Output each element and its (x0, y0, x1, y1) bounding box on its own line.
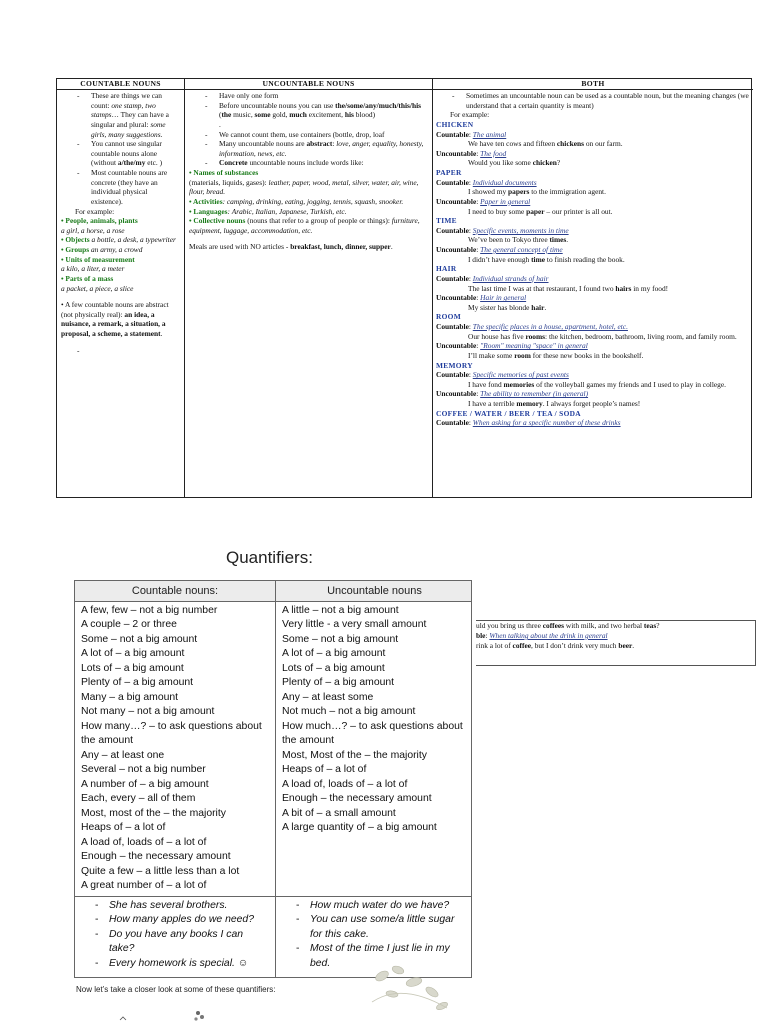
uncountable-nouns-header: Uncountable nouns (327, 585, 422, 597)
quantifier-item: Heaps of – a lot of (282, 764, 367, 775)
drinks-countable: Countable: When asking for a specific number of these drinks (436, 418, 621, 428)
quantifier-item: Any – at least some (282, 691, 374, 703)
quantifier-item: A little – not a big amount (282, 604, 399, 616)
nouns-table (56, 78, 752, 498)
quantifier-item: How much…? – to ask questions about the amount (282, 720, 463, 746)
quantifier-item: Most, most of the – the majority (81, 807, 226, 819)
category-people: • People, animals, plants (61, 216, 138, 226)
uncountable-quantifiers (276, 602, 473, 896)
uncountable-meaning: Uncountable: "Room" meaning "space" in general (436, 341, 588, 351)
both-example-group (436, 216, 750, 264)
both-example-group (436, 312, 750, 360)
word-heading: HAIR (436, 264, 457, 274)
fragment-line: ble: When talking about the drink in general (476, 631, 608, 640)
quantifier-item: A load of, loads of – a lot of (282, 778, 408, 790)
quantifiers-header-row (75, 581, 471, 602)
countable-point: - Most countable nouns are concrete (they have an individual physical existence). (61, 168, 181, 207)
countable-example: We have ten cows and fifteen chickens on our farm. (468, 139, 623, 149)
substances-label: • Names of substances (189, 168, 259, 177)
countable-point: - You cannot use singular countable nouns alone (without a/the/my etc. ) (61, 139, 181, 168)
example-sentence: - How many apples do we need? (81, 913, 271, 928)
quantifier-item: Any – at least one (81, 749, 165, 761)
category-examples: a packet, a piece, a slice (61, 283, 134, 293)
uncountable-example: I’ll make some room for these new books in the bookshelf. (468, 350, 644, 360)
countable-meaning: Countable: Specific memories of past events (436, 370, 569, 380)
word-heading: ROOM (436, 312, 462, 322)
quantifier-item: A lot of – a big amount (282, 648, 386, 659)
quantifier-item: Many – a big amount (81, 691, 179, 703)
quantifier-item: A few, few – not a big number (81, 604, 218, 616)
quantifier-item: A lot of – a big amount (81, 648, 185, 659)
countable-nouns-header: Countable nouns: (75, 581, 276, 601)
trailing-dash: - (77, 345, 80, 355)
quantifier-item: Some – not a big amount (81, 633, 198, 645)
countable-column (57, 79, 185, 497)
drinks-example-fragment (476, 620, 756, 666)
uncountable-point: - We cannot count them, use containers (bottle, drop, loaf (189, 130, 429, 140)
countable-meaning: Countable: Individual strands of hair (436, 273, 549, 283)
countable-point: - These are things we can count: one stamp, two stamps… They can have a singular and plural: some girls, many suggestions. (61, 91, 181, 139)
both-example-group (436, 168, 750, 216)
category-units: • Units of measurement (61, 254, 135, 264)
countable-example: We’ve been to Tokyo three times. (468, 235, 569, 245)
quantifier-item: A bit of – a small amount (282, 807, 396, 819)
quantifier-item: A couple – 2 or three (81, 619, 177, 630)
category-groups: • Groups an army, a crowd (61, 245, 143, 254)
quantifier-item: Each, every – all of them (81, 793, 196, 804)
uncountable-meaning: Uncountable: Paper in general (436, 196, 531, 206)
fragment-line: uld you bring us three coffees with milk, and two herbal teas? (476, 621, 660, 630)
countable-meaning: Countable: The specific places in a house, apartment, hotel, etc. (436, 322, 628, 331)
quantifier-item: Enough – the necessary amount (282, 793, 432, 804)
category-objects: • Objects a bottle, a desk, a typewriter (61, 235, 176, 245)
quantifier-item: How many…? – to ask questions about the amount (81, 720, 262, 746)
countable-examples (75, 897, 276, 978)
example-sentence: - Do you have any books I can take? (81, 928, 271, 957)
countable-meaning: Countable: Individual documents (436, 177, 537, 187)
uncountable-point: - Concrete uncountable nouns include words like: (189, 158, 429, 168)
word-heading: TIME (436, 216, 457, 226)
drinks-heading: COFFEE / WATER / BEER / TEA / SODA (436, 408, 581, 418)
small-leaf-decoration-icon (118, 1008, 218, 1024)
uncountable-meaning: Uncountable: The ability to remember (in general) (436, 389, 589, 399)
quantifiers-title: Quantifiers: (226, 548, 313, 567)
quantifier-item: Not many – not a big amount (81, 706, 215, 717)
uncountable-meaning: Uncountable: Hair in general (436, 293, 527, 303)
quantifier-item: Lots of – a big amount (282, 662, 385, 674)
category-parts: • Parts of a mass (61, 273, 114, 283)
abstract-note: • A few countable nouns are abstract (not physically real): an idea, a nuisance, a remark, a situation, a proposal, a scheme, a statement. (61, 300, 169, 338)
quantifier-item: Heaps of – a lot of (81, 822, 166, 833)
uncountable-point: - Before uncountable nouns you can use the/some/any/much/this/his (the music, some gold, much excitement, his blood) . (189, 101, 429, 130)
countable-header: COUNTABLE NOUNS (57, 79, 184, 90)
quantifier-item: Plenty of – a big amount (282, 677, 395, 688)
uncountable-example: I need to buy some paper – our printer is all out. (468, 206, 613, 216)
uncountable-example: My sister has blonde hair. (468, 302, 547, 312)
collective-text: • Collective nouns (nouns that refer to a group of people or things): furniture, equipment, luggage, accommodation, etc. (189, 216, 420, 235)
countable-example: I showed my papers to the immigration agent. (468, 187, 606, 197)
example-sentence: - How much water do we have? (282, 899, 469, 914)
quantifier-item: Quite a few – a little less than a lot (81, 865, 240, 877)
for-example-label: For example: (450, 110, 490, 120)
quantifier-item: Enough – the necessary amount (81, 851, 231, 862)
both-example-group (436, 264, 750, 312)
substances-text: (materials, liquids, gases): leather, paper, wood, metal, silver, water, air, wine, flour, bread. (189, 177, 419, 197)
uncountable-meaning: Uncountable: The food (436, 148, 507, 158)
leaf-decoration-icon (362, 962, 452, 1012)
both-column (433, 79, 753, 497)
example-sentence: - She has several brothers. (81, 899, 271, 914)
uncountable-column (185, 79, 433, 497)
quantifier-item: A large quantity of – a big amount (282, 822, 437, 833)
both-header: BOTH (433, 79, 753, 90)
uncountable-example: Would you like some chicken? (468, 158, 561, 168)
countable-example: The last time I was at that restaurant, I found two hairs in my food! (468, 283, 669, 293)
for-example-label: For example: (75, 206, 115, 216)
word-heading: MEMORY (436, 360, 473, 370)
fragment-line: rink a lot of coffee, but I don’t drink very much beer. (476, 641, 635, 650)
category-examples: a girl, a horse, a rose (61, 225, 125, 235)
category-examples: a kilo, a liter, a meter (61, 264, 125, 274)
quantifier-item: Some – not a big amount (282, 633, 399, 645)
activities-text: • Activities: camping, drinking, eating, jogging, tennis, squash, snooker. (189, 196, 404, 206)
quantifier-item: Plenty of – a big amount (81, 677, 194, 688)
countable-quantifiers (75, 602, 276, 896)
uncountable-example: I have a terrible memory. I always forget people’s names! (468, 399, 641, 408)
quantifier-item: Very little - a very small amount (282, 619, 427, 630)
quantifier-item: A number of – a big amount (81, 778, 209, 790)
quantifier-item: Several – not a big number (81, 764, 206, 775)
quantifier-item: A load of, loads of – a lot of (81, 836, 207, 848)
countable-meaning: Countable: Specific events, moments in time (436, 225, 569, 235)
uncountable-example: I didn’t have enough time to finish reading the book. (468, 254, 625, 264)
countable-example: Our house has five rooms: the kitchen, bedroom, bathroom, living room, and family room. (468, 331, 737, 341)
quantifier-item: Most, Most of the – the majority (282, 749, 427, 761)
countable-example: I have fond memories of the volleyball games my friends and I used to play in college. (468, 379, 726, 389)
example-sentence: - You can use some/a little sugar for this cake. (282, 913, 469, 942)
uncountable-point: - Many uncountable nouns are abstract: love, anger, equality, honesty, information, news, etc. (189, 139, 429, 158)
uncountable-header: UNCOUNTABLE NOUNS (185, 79, 432, 90)
uncountable-point: - Have only one form (189, 91, 429, 101)
meals-note: Meals are used with NO articles - breakfast, lunch, dinner, supper. (189, 242, 393, 252)
quantifier-item: A great number of – a lot of (81, 880, 207, 891)
word-heading: CHICKEN (436, 119, 474, 129)
countable-meaning: Countable: The animal (436, 129, 507, 139)
example-sentence: - Most of the time I just lie in my bed. (282, 942, 469, 971)
both-example-group (436, 361, 750, 409)
closer-look-text: Now let’s take a closer look at some of these quantifiers: (76, 985, 276, 994)
languages-text: • Languages: Arabic, Italian, Japanese, Turkish, etc. (189, 206, 347, 216)
both-intro: - Sometimes an uncountable noun can be used as a countable noun, but the meaning changes (we understand that a certain quantity is meant) (436, 91, 750, 110)
quantifiers-table (74, 580, 472, 978)
both-groups (436, 120, 750, 409)
uncountable-meaning: Uncountable: The general concept of time (436, 245, 563, 254)
quantifier-item: Not much – not a big amount (282, 706, 416, 717)
both-example-group (436, 120, 750, 168)
word-heading: PAPER (436, 168, 462, 177)
quantifier-item: Lots of – a big amount (81, 662, 184, 674)
example-sentence: - Every homework is special. ☺ (81, 957, 271, 972)
